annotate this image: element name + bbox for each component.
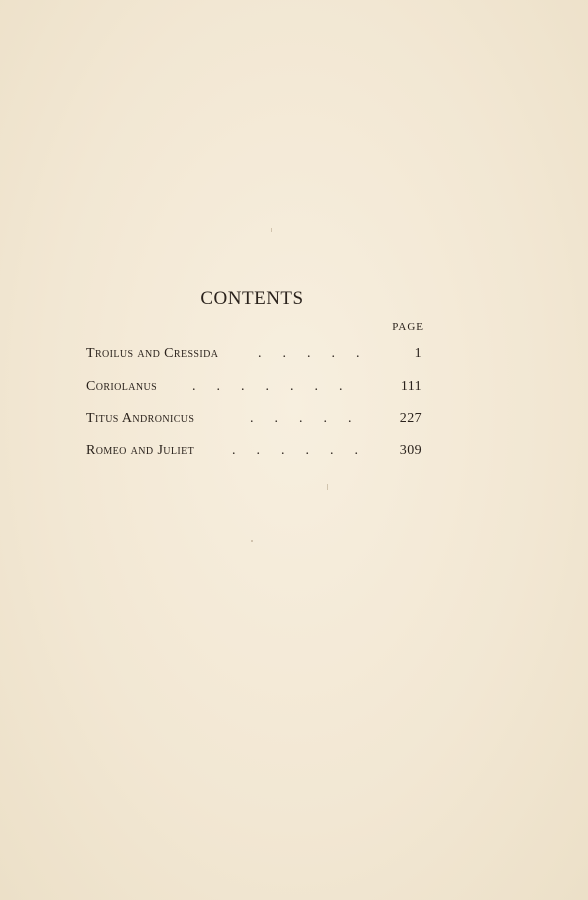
toc-entry-title: Titus Andronicus — [86, 411, 195, 426]
toc-entry — [86, 443, 422, 463]
toc-entry — [86, 379, 422, 399]
toc-entry — [86, 411, 422, 431]
toc-entry-title: Coriolanus — [86, 379, 158, 394]
paper-speck — [327, 484, 328, 490]
dot-leader: . . . . . . . — [192, 379, 343, 394]
paper-speck — [251, 540, 253, 542]
toc-entry-page: 1 — [414, 346, 422, 361]
dot-leader: . . . . . . — [232, 443, 358, 458]
toc-entry-title: Romeo and Juliet — [86, 443, 195, 458]
toc-entry — [86, 346, 422, 366]
paper-speck — [271, 228, 272, 232]
toc-entry-page: 111 — [400, 379, 422, 394]
page-column-label: PAGE — [392, 321, 424, 333]
contents-heading: CONTENTS — [200, 288, 304, 309]
toc-entry-title: Troilus and Cressida — [86, 346, 219, 361]
toc-entry-page: 309 — [399, 443, 422, 458]
dot-leader: . . . . . — [258, 346, 360, 361]
dot-leader: . . . . . — [250, 411, 352, 426]
toc-entry-page: 227 — [399, 411, 422, 426]
